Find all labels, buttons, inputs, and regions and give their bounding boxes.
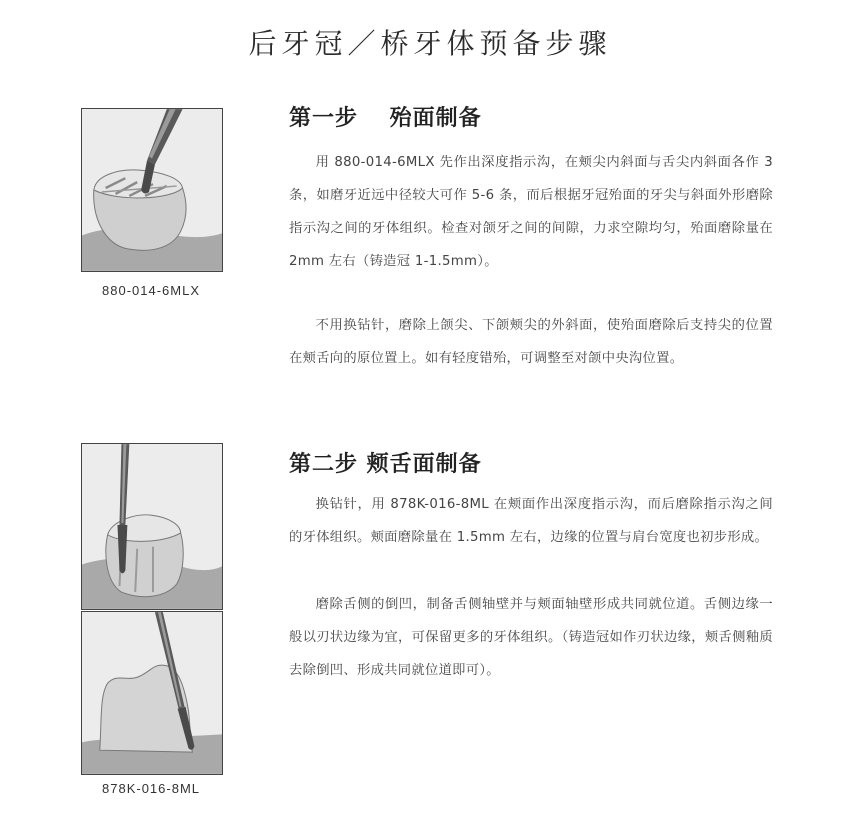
bur-code-step2: 878K-016-8ML — [102, 781, 200, 796]
step2-paragraph-2: 磨除舌侧的倒凹，制备舌侧轴壁并与颊面轴壁形成共同就位道。舌侧边缘一般以刃状边缘为宜，可保留更多的牙体组织。（铸造冠如作刃状边缘，颊舌侧釉质去除倒凹、形成共同就位道即可）。 — [289, 597, 773, 678]
step2-heading: 第二步 颊舌面制备 — [289, 452, 482, 477]
step1-heading: 第一步 殆面制备 — [289, 106, 482, 131]
buccal-prep-illustration — [81, 443, 223, 610]
lingual-prep-illustration — [81, 611, 223, 775]
step1-paragraph-2: 不用换钻针，磨除上颌尖、下颌颊尖的外斜面，使殆面磨除后支持尖的位置在颊舌向的原位置上。如有轻度错殆，可调整至对颌中央沟位置。 — [289, 318, 773, 366]
step2-paragraph-1: 换钻针，用 878K-016-8ML 在颊面作出深度指示沟，而后磨除指示沟之间的牙体组织。颊面磨除量在 1.5mm 左右，边缘的位置与肩台宽度也初步形成。 — [289, 497, 773, 545]
occlusal-prep-illustration — [81, 108, 223, 272]
step1-paragraph-1: 用 880-014-6MLX 先作出深度指示沟，在颊尖内斜面与舌尖内斜面各作 3 条，如磨牙近远中径较大可作 5-6 条，而后根据牙冠殆面的牙尖与斜面外形磨除指示沟之间的牙体组织。检查对颌牙之间的间隙，力求空隙均匀，殆面磨除量在 2mm 左右（铸造冠 1-1.5mm）。 — [289, 155, 773, 269]
page-title: 后牙冠／桥牙体预备步骤 — [248, 27, 612, 60]
bur-code-step1: 880-014-6MLX — [102, 283, 200, 298]
